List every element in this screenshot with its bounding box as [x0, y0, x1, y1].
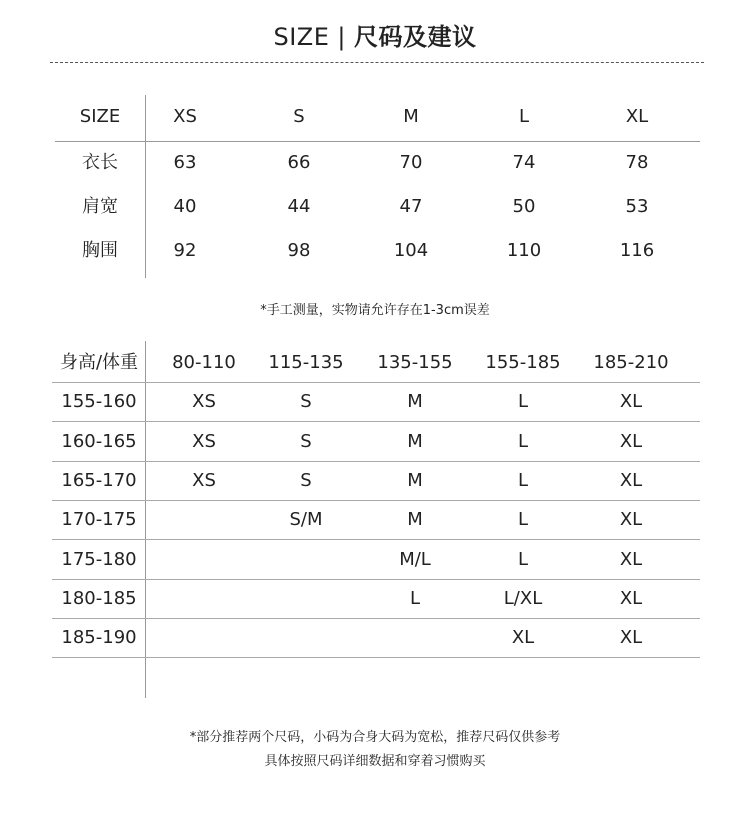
- title-en: SIZE: [273, 23, 330, 51]
- table-cell: 66: [287, 152, 311, 173]
- column-header-weight: 135-155: [377, 352, 453, 373]
- table-cell: M/L: [399, 548, 431, 570]
- column-header-label: SIZE: [79, 106, 121, 127]
- column-header-size: L: [518, 106, 530, 127]
- table-cell: [254, 618, 358, 657]
- table-cell: [152, 618, 256, 657]
- column-header-weight: 115-135: [268, 352, 344, 373]
- table-cell: 50: [512, 196, 536, 217]
- row-divider: [52, 657, 700, 658]
- table-cell: 40: [173, 196, 197, 217]
- table-cell: XL: [619, 430, 643, 452]
- table-cell: 74: [512, 152, 536, 173]
- table-cell: M: [407, 430, 423, 452]
- footer-note-line2: 具体按照尺码详细数据和穿着习惯购买: [264, 754, 486, 769]
- row-label: 185-190: [61, 627, 137, 649]
- column-header-weight: 155-185: [485, 352, 561, 373]
- table-cell: S/M: [289, 509, 323, 531]
- table-cell: [254, 540, 358, 579]
- table-cell: XL: [619, 627, 643, 649]
- row-label: 155-160: [61, 391, 137, 413]
- table-cell: XL: [619, 469, 643, 491]
- table-cell: M: [407, 391, 423, 413]
- table-cell: 92: [173, 240, 197, 261]
- table-cell: XL: [619, 391, 643, 413]
- table-cell: 53: [625, 196, 649, 217]
- table-cell: L: [409, 587, 421, 609]
- table-cell: 47: [399, 196, 423, 217]
- table-cell: XS: [192, 469, 216, 491]
- column-header-weight: 80-110: [172, 352, 236, 373]
- column-header-label: 身高/体重: [59, 352, 139, 373]
- table-cell: [363, 618, 467, 657]
- table-cell: S: [300, 391, 312, 413]
- table-cell: 63: [173, 152, 197, 173]
- table-cell: 44: [287, 196, 311, 217]
- column-header-size: XS: [173, 106, 197, 127]
- table-cell: L: [517, 548, 529, 570]
- table-cell: XL: [619, 587, 643, 609]
- title-separator: |: [337, 23, 346, 51]
- row-label: 165-170: [61, 469, 137, 491]
- row-label: 180-185: [61, 587, 137, 609]
- table-cell: L: [517, 469, 529, 491]
- dashed-divider: [50, 62, 704, 63]
- table-cell: XS: [192, 391, 216, 413]
- recommendation-table: [52, 341, 700, 698]
- table-cell: XL: [619, 509, 643, 531]
- table-cell: L: [517, 391, 529, 413]
- row-label: 胸围: [82, 240, 118, 261]
- table-cell: 110: [506, 240, 542, 261]
- table-cell: 98: [287, 240, 311, 261]
- row-label: 175-180: [61, 548, 137, 570]
- table-cell: 70: [399, 152, 423, 173]
- table-cell: L/XL: [503, 587, 543, 609]
- table-cell: 104: [393, 240, 429, 261]
- row-label: 170-175: [61, 509, 137, 531]
- measurement-note: *手工测量，实物请允许存在1-3cm误差: [260, 303, 490, 318]
- row-label: 肩宽: [82, 196, 118, 217]
- table-cell: 116: [619, 240, 655, 261]
- footer-note-line1: *部分推荐两个尺码，小码为合身大码为宽松，推荐尺码仅供参考: [189, 730, 561, 745]
- table-cell: L: [517, 430, 529, 452]
- table-cell: [152, 540, 256, 579]
- table-cell: XL: [511, 627, 535, 649]
- footer-note: [0, 726, 750, 774]
- table-cell: L: [517, 509, 529, 531]
- table-cell: 78: [625, 152, 649, 173]
- table-cell: [152, 579, 256, 618]
- column-header-size: M: [403, 106, 419, 127]
- table-cell: M: [407, 509, 423, 531]
- table-cell: M: [407, 469, 423, 491]
- column-header-size: S: [293, 106, 305, 127]
- measurement-table: [55, 95, 700, 278]
- table-cell: [254, 579, 358, 618]
- row-label: 衣长: [82, 152, 118, 173]
- column-header-weight: 185-210: [593, 352, 669, 373]
- table-cell: [152, 500, 256, 539]
- table-cell: XL: [619, 548, 643, 570]
- table-cell: XS: [192, 430, 216, 452]
- table-cell: S: [300, 430, 312, 452]
- row-label: 160-165: [61, 430, 137, 452]
- table-cell: S: [300, 469, 312, 491]
- title-cn: 尺码及建议: [354, 23, 477, 51]
- column-header-size: XL: [625, 106, 649, 127]
- page-title: [0, 20, 750, 54]
